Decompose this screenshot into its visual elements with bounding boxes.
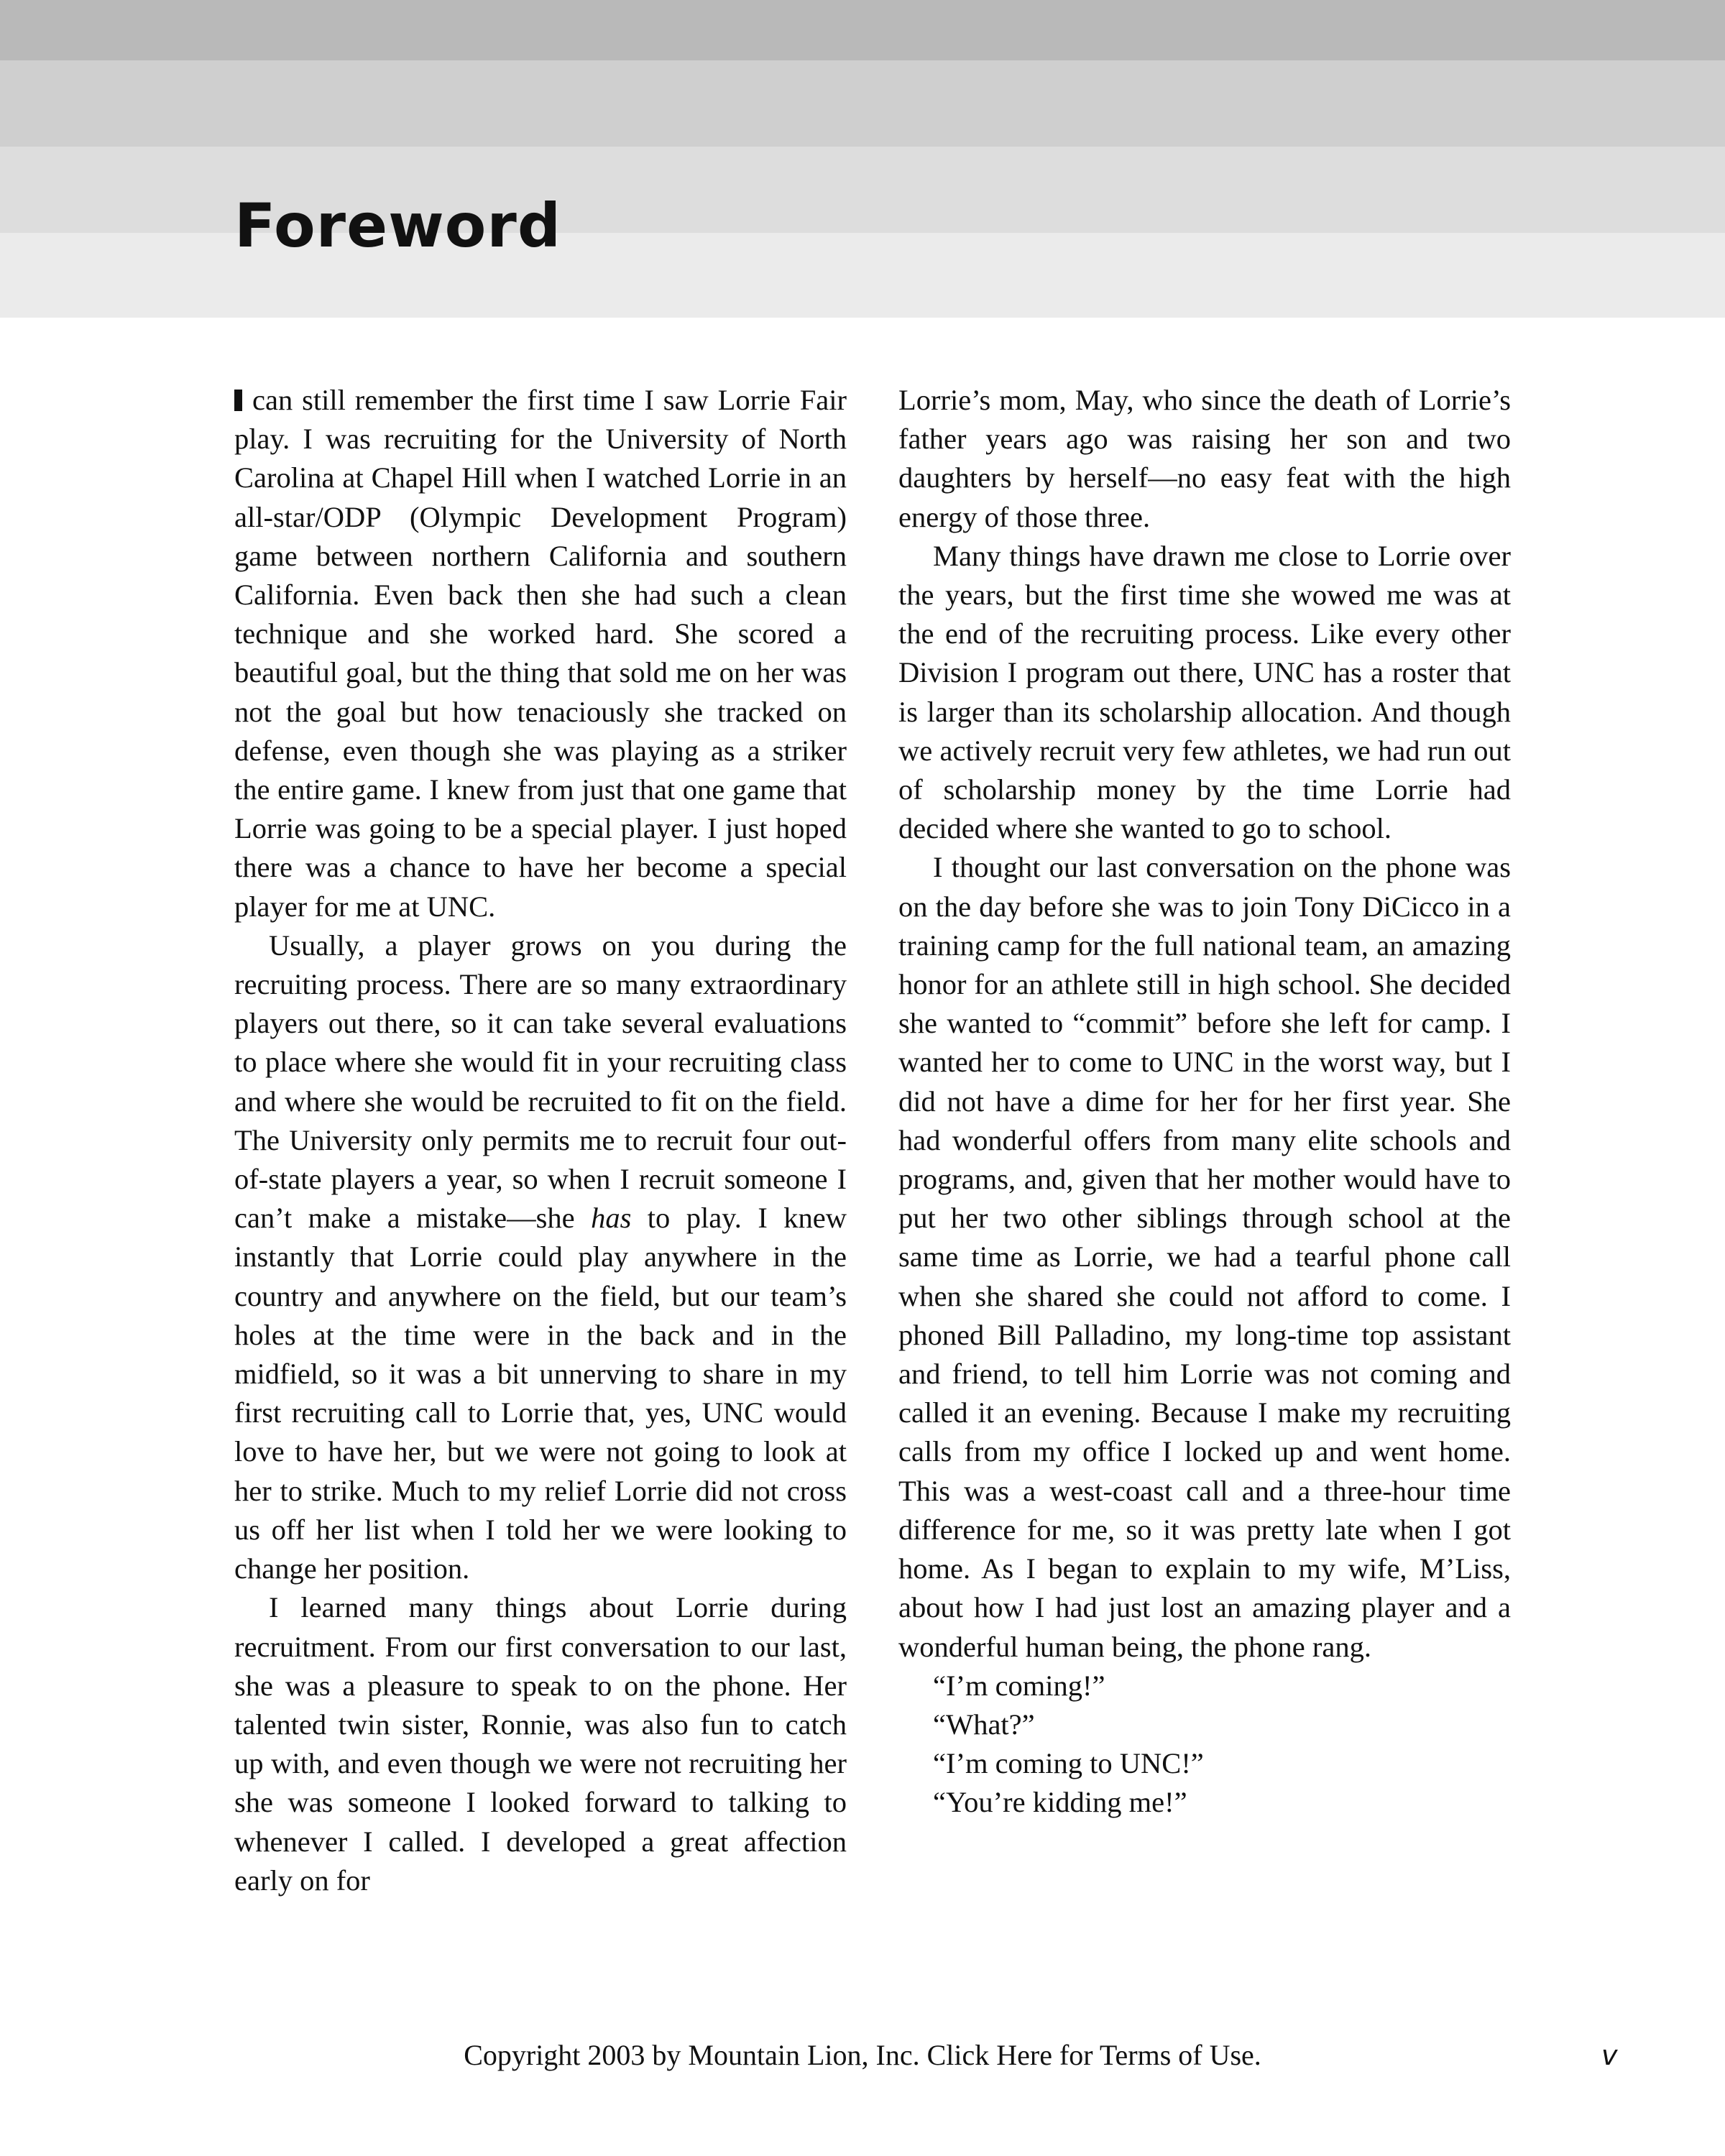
paragraph: I learned many things about Lorrie during recruitment. From our first conversation to our last, she was a pleasure to speak to on the phone. Her talented twin sister, Ronnie, was also fun to catch up with, and even though we were not recruiting her she was someone I looked forward to talking to whenever I called. I developed a great affection early on for	[234, 1591, 847, 1897]
right-column	[898, 381, 1511, 1823]
dialog-line: “I’m coming to UNC!”	[933, 1747, 1204, 1780]
paragraph: Lorrie’s mom, May, who since the death of Lorrie’s father years ago was raising her son and two daughters by herself—no easy feat with the high energy of those three.	[898, 384, 1511, 533]
dialog-line: “You’re kidding me!”	[933, 1786, 1187, 1819]
header-band-1	[0, 0, 1725, 60]
paragraph: Many things have drawn me close to Lorrie over the years, but the first time she wowed me was at the end of the recruiting process. Like every other Division I program out there, UNC has a roster that is larger than its scholarship allocation. And though we actively recruit very few athletes, we had run out of scholarship money by the time Lorrie had decided where she wanted to go to school.	[898, 539, 1511, 845]
paragraph-text: Usually, a player grows on you during the recruiting process. There are so many extraordinary players out there, so it can take several evaluations to place where she would fit in your recruiting class and where she would be recruited to fit on the field. The University only permits me to recruit four out-of-state players a year, so when I recruit someone I can’t make a mistake—she	[234, 929, 847, 1235]
paragraph-text: to play. I knew instantly that Lorrie could play anywhere in the country and anywhere on the field, but our team’s holes at the time were in the back and in the midfield, so it was a bit unnerving to share in my first recruiting call to Lorrie that, yes, UNC would love to have her, but we were not going to look at her to strike. Much to my relief Lorrie did not cross us off her list when I told her we were looking to change her position.	[234, 1202, 847, 1585]
paragraph	[234, 926, 847, 1588]
drop-mark	[234, 390, 242, 411]
dialog-line: “What?”	[933, 1708, 1035, 1741]
header-band-2	[0, 60, 1725, 147]
page-title: Foreword	[234, 190, 561, 261]
paragraph: I thought our last conversation on the phone was on the day before she was to join Tony DiCicco in a training camp for the full national team, an amazing honor for an athlete still in high school. She decided she wanted to “commit” before she left for camp. I wanted her to come to UNC in the worst way, but I did not have a dime for her for her first year. She had wonderful offers from many elite schools and programs, and, given that her mother would have to put her two other siblings through school at the same time as Lorrie, we had a tearful phone call when she shared she could not afford to come. I phoned Bill Palladino, my long-time top assistant and friend, to tell him Lorrie was not coming and called it an evening. Because I make my recruiting calls from my office I locked up and went home. This was a west-coast call and a three-hour time difference for me, so it was pretty late when I got home. As I began to explain to my wife, M’Liss, about how I had just lost an amazing player and a wonderful human being, the phone rang.	[898, 851, 1511, 1663]
copyright-footer-link[interactable]: Copyright 2003 by Mountain Lion, Inc. Click Here for Terms of Use.	[464, 2039, 1261, 2071]
paragraph	[234, 381, 847, 926]
left-column	[234, 381, 847, 1900]
emphasis-text: has	[591, 1202, 632, 1235]
dialog-line: “I’m coming!”	[933, 1669, 1105, 1702]
paragraph-text: can still remember the first time I saw Lorrie Fair play. I was recruiting for the University of North Carolina at Chapel Hill when I watched Lorrie in an all-star/ODP (Olympic Development Program) game between northern California and southern California. Even back then she had such a clean technique and she worked hard. She scored a beautiful goal, but the thing that sold me on her was not the goal but how tenaciously she tracked on defense, even though she was playing as a striker the entire game. I knew from just that one game that Lorrie was going to be a special player. I just hoped there was a chance to have her become a special player for me at UNC.	[234, 384, 847, 923]
page-number: v	[1601, 2040, 1618, 2071]
